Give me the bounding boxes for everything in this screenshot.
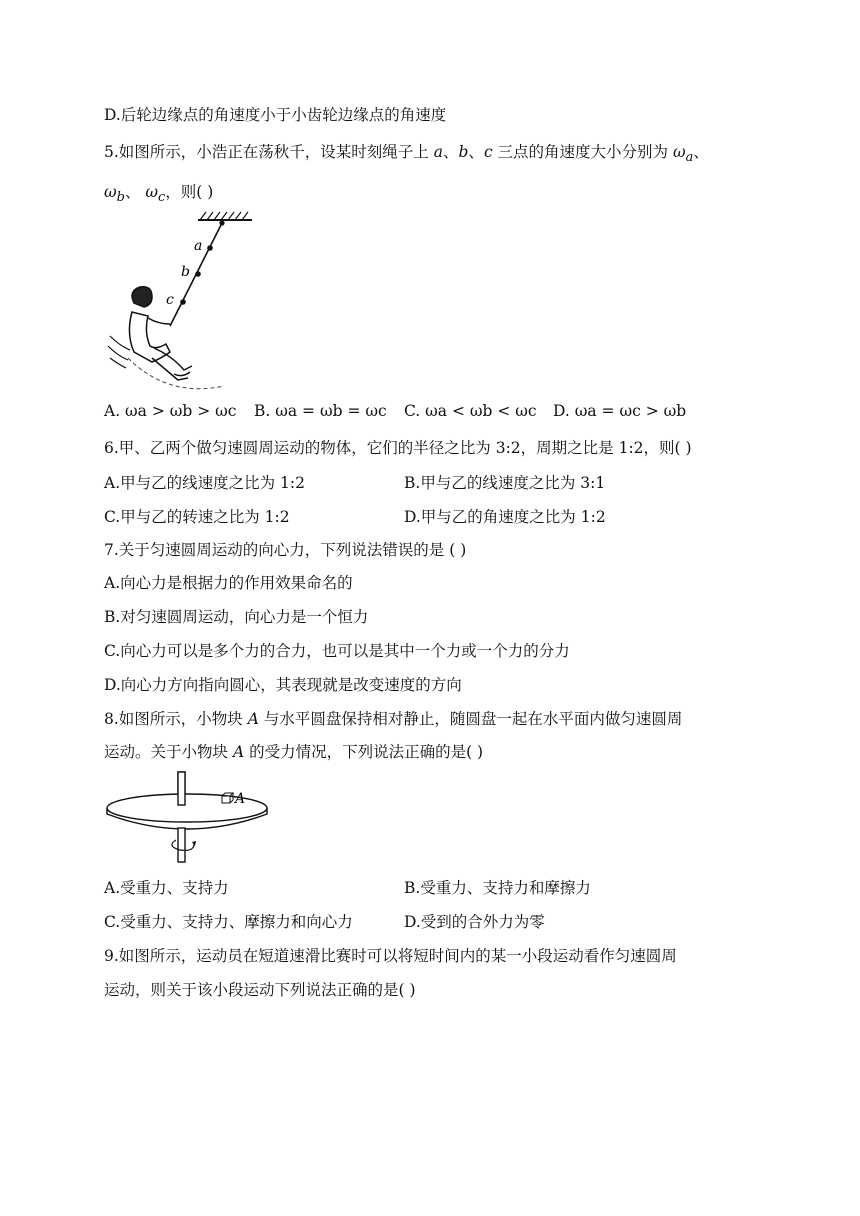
var-A: A xyxy=(232,743,245,761)
q9-stem-line1: 9.如图所示，运动员在短道速滑比赛时可以将短时间内的某一小段运动看作匀速圆周 xyxy=(104,947,677,965)
q8-stem-line1 xyxy=(104,708,682,730)
q7-option-b: B.对匀速圆周运动，向心力是一个恒力 xyxy=(104,608,369,626)
q8-option-b: B.受重力、支持力和摩擦力 xyxy=(404,879,591,897)
q8-option-d: D.受到的合外力为零 xyxy=(404,913,545,931)
q7-option-c: C.向心力可以是多个力的合力，也可以是其中一个力或一个力的分力 xyxy=(104,642,570,660)
sep: 、 xyxy=(442,143,459,161)
fig-label-c: c xyxy=(166,292,174,308)
q4-option-d: D.后轮边缘点的角速度小于小齿轮边缘点的角速度 xyxy=(104,106,447,124)
q6-option-c: C.甲与乙的转速之比为 1:2 xyxy=(104,508,290,526)
q5-stem-pre: 5.如图所示，小浩正在荡秋千，设某时刻绳子上 xyxy=(104,143,434,161)
q8-stem2-post: 的受力情况，下列说法正确的是( ) xyxy=(244,743,484,761)
q6-stem: 6.甲、乙两个做匀速圆周运动的物体，它们的半径之比为 3:2，周期之比是 1:2，则( ) xyxy=(104,439,692,457)
fig-label-b: b xyxy=(181,264,190,280)
q5-option-a: A. ωa > ωb > ωc xyxy=(104,402,237,420)
q7-stem: 7.关于匀速圆周运动的向心力，下列说法错误的是 ( ) xyxy=(104,541,467,559)
var-b: b xyxy=(458,143,469,161)
q5-stem-line1 xyxy=(104,141,709,169)
q6-option-a: A.甲与乙的线速度之比为 1:2 xyxy=(104,474,305,492)
sep: 、 xyxy=(124,183,141,201)
q8-option-c: C.受重力、支持力、摩擦力和向心力 xyxy=(104,913,353,931)
q9-stem-line2: 运动，则关于该小段运动下列说法正确的是( ) xyxy=(104,981,416,999)
sub-b: b xyxy=(116,190,125,206)
q5-option-d: D. ωa = ωc > ωb xyxy=(553,402,687,420)
fig-label-a: a xyxy=(194,238,203,254)
q5-stem-post: 三点的角速度大小分别为 xyxy=(492,143,673,161)
sep: 、 xyxy=(468,143,484,161)
var-A: A xyxy=(247,710,259,728)
sep: 、 xyxy=(693,143,709,161)
disk-figure xyxy=(104,770,274,870)
sub-c: c xyxy=(158,190,166,206)
swing-figure xyxy=(104,208,264,394)
q8-stem-pre: 8.如图所示，小物块 xyxy=(104,710,248,728)
q7-option-a: A.向心力是根据力的作用效果命名的 xyxy=(104,574,353,592)
sub-a: a xyxy=(685,150,694,166)
fig-label-A: A xyxy=(235,791,246,807)
q7-option-d: D.向心力方向指向圆心，其表现就是改变速度的方向 xyxy=(104,676,462,694)
omega-c: ω xyxy=(145,183,158,201)
var-c: c xyxy=(483,143,493,161)
q5-option-b: B. ωa = ωb = ωc xyxy=(254,402,387,420)
q6-option-b: B.甲与乙的线速度之比为 3:1 xyxy=(404,474,606,492)
q8-stem-post: 与水平圆盘保持相对静止，随圆盘一起在水平面内做匀速圆周 xyxy=(258,710,683,728)
omega-a: ω xyxy=(672,143,686,161)
q6-option-d: D.甲与乙的角速度之比为 1:2 xyxy=(404,508,606,526)
q5-stem-line2 xyxy=(104,181,213,209)
q5-option-c: C. ωa < ωb < ωc xyxy=(404,402,537,420)
q8-option-a: A.受重力、支持力 xyxy=(104,879,229,897)
omega-b: ω xyxy=(104,183,117,201)
q5-stem-tail: ，则( ) xyxy=(165,183,214,201)
q8-stem-line2 xyxy=(104,741,483,763)
q8-stem2-pre: 运动。关于小物块 xyxy=(104,743,233,761)
var-a: a xyxy=(433,143,443,161)
